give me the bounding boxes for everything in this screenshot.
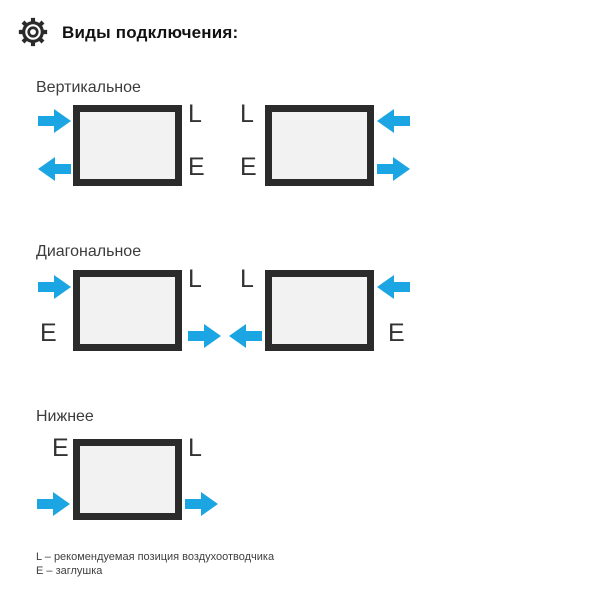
section-label-bottom: Нижнее <box>36 408 94 425</box>
inlet-arrow-icon <box>377 109 410 133</box>
outlet-arrow-icon <box>185 492 218 516</box>
plug-label: E <box>240 153 257 181</box>
air-vent-label: L <box>240 265 254 293</box>
radiator-box <box>73 439 182 520</box>
inlet-arrow-icon <box>377 275 410 299</box>
outlet-arrow-icon <box>188 324 221 348</box>
plug-label: E <box>188 153 205 181</box>
radiator-box <box>265 105 374 186</box>
outlet-arrow-icon <box>38 157 71 181</box>
radiator-box <box>265 270 374 351</box>
radiator-box <box>73 270 182 351</box>
gear-icon <box>17 16 49 53</box>
outlet-arrow-icon <box>229 324 262 348</box>
radiator-box <box>73 105 182 186</box>
inlet-arrow-icon <box>38 109 71 133</box>
air-vent-label: L <box>188 100 202 128</box>
legend <box>36 550 274 578</box>
inlet-arrow-icon <box>38 275 71 299</box>
air-vent-label: L <box>188 434 202 462</box>
air-vent-label: L <box>240 100 254 128</box>
section-label-vertical: Вертикальное <box>36 79 141 96</box>
legend-line-air-vent: L – рекомендуемая позиция воздухоотводчика <box>36 551 275 563</box>
plug-label: E <box>52 434 69 462</box>
air-vent-label: L <box>188 265 202 293</box>
inlet-arrow-icon <box>37 492 70 516</box>
section-label-diagonal: Диагональное <box>36 243 142 260</box>
page-title: Виды подключения: <box>62 23 239 42</box>
plug-label: E <box>388 319 405 347</box>
outlet-arrow-icon <box>377 157 410 181</box>
legend-line-plug: E – заглушка <box>36 565 103 577</box>
plug-label: E <box>40 319 57 347</box>
